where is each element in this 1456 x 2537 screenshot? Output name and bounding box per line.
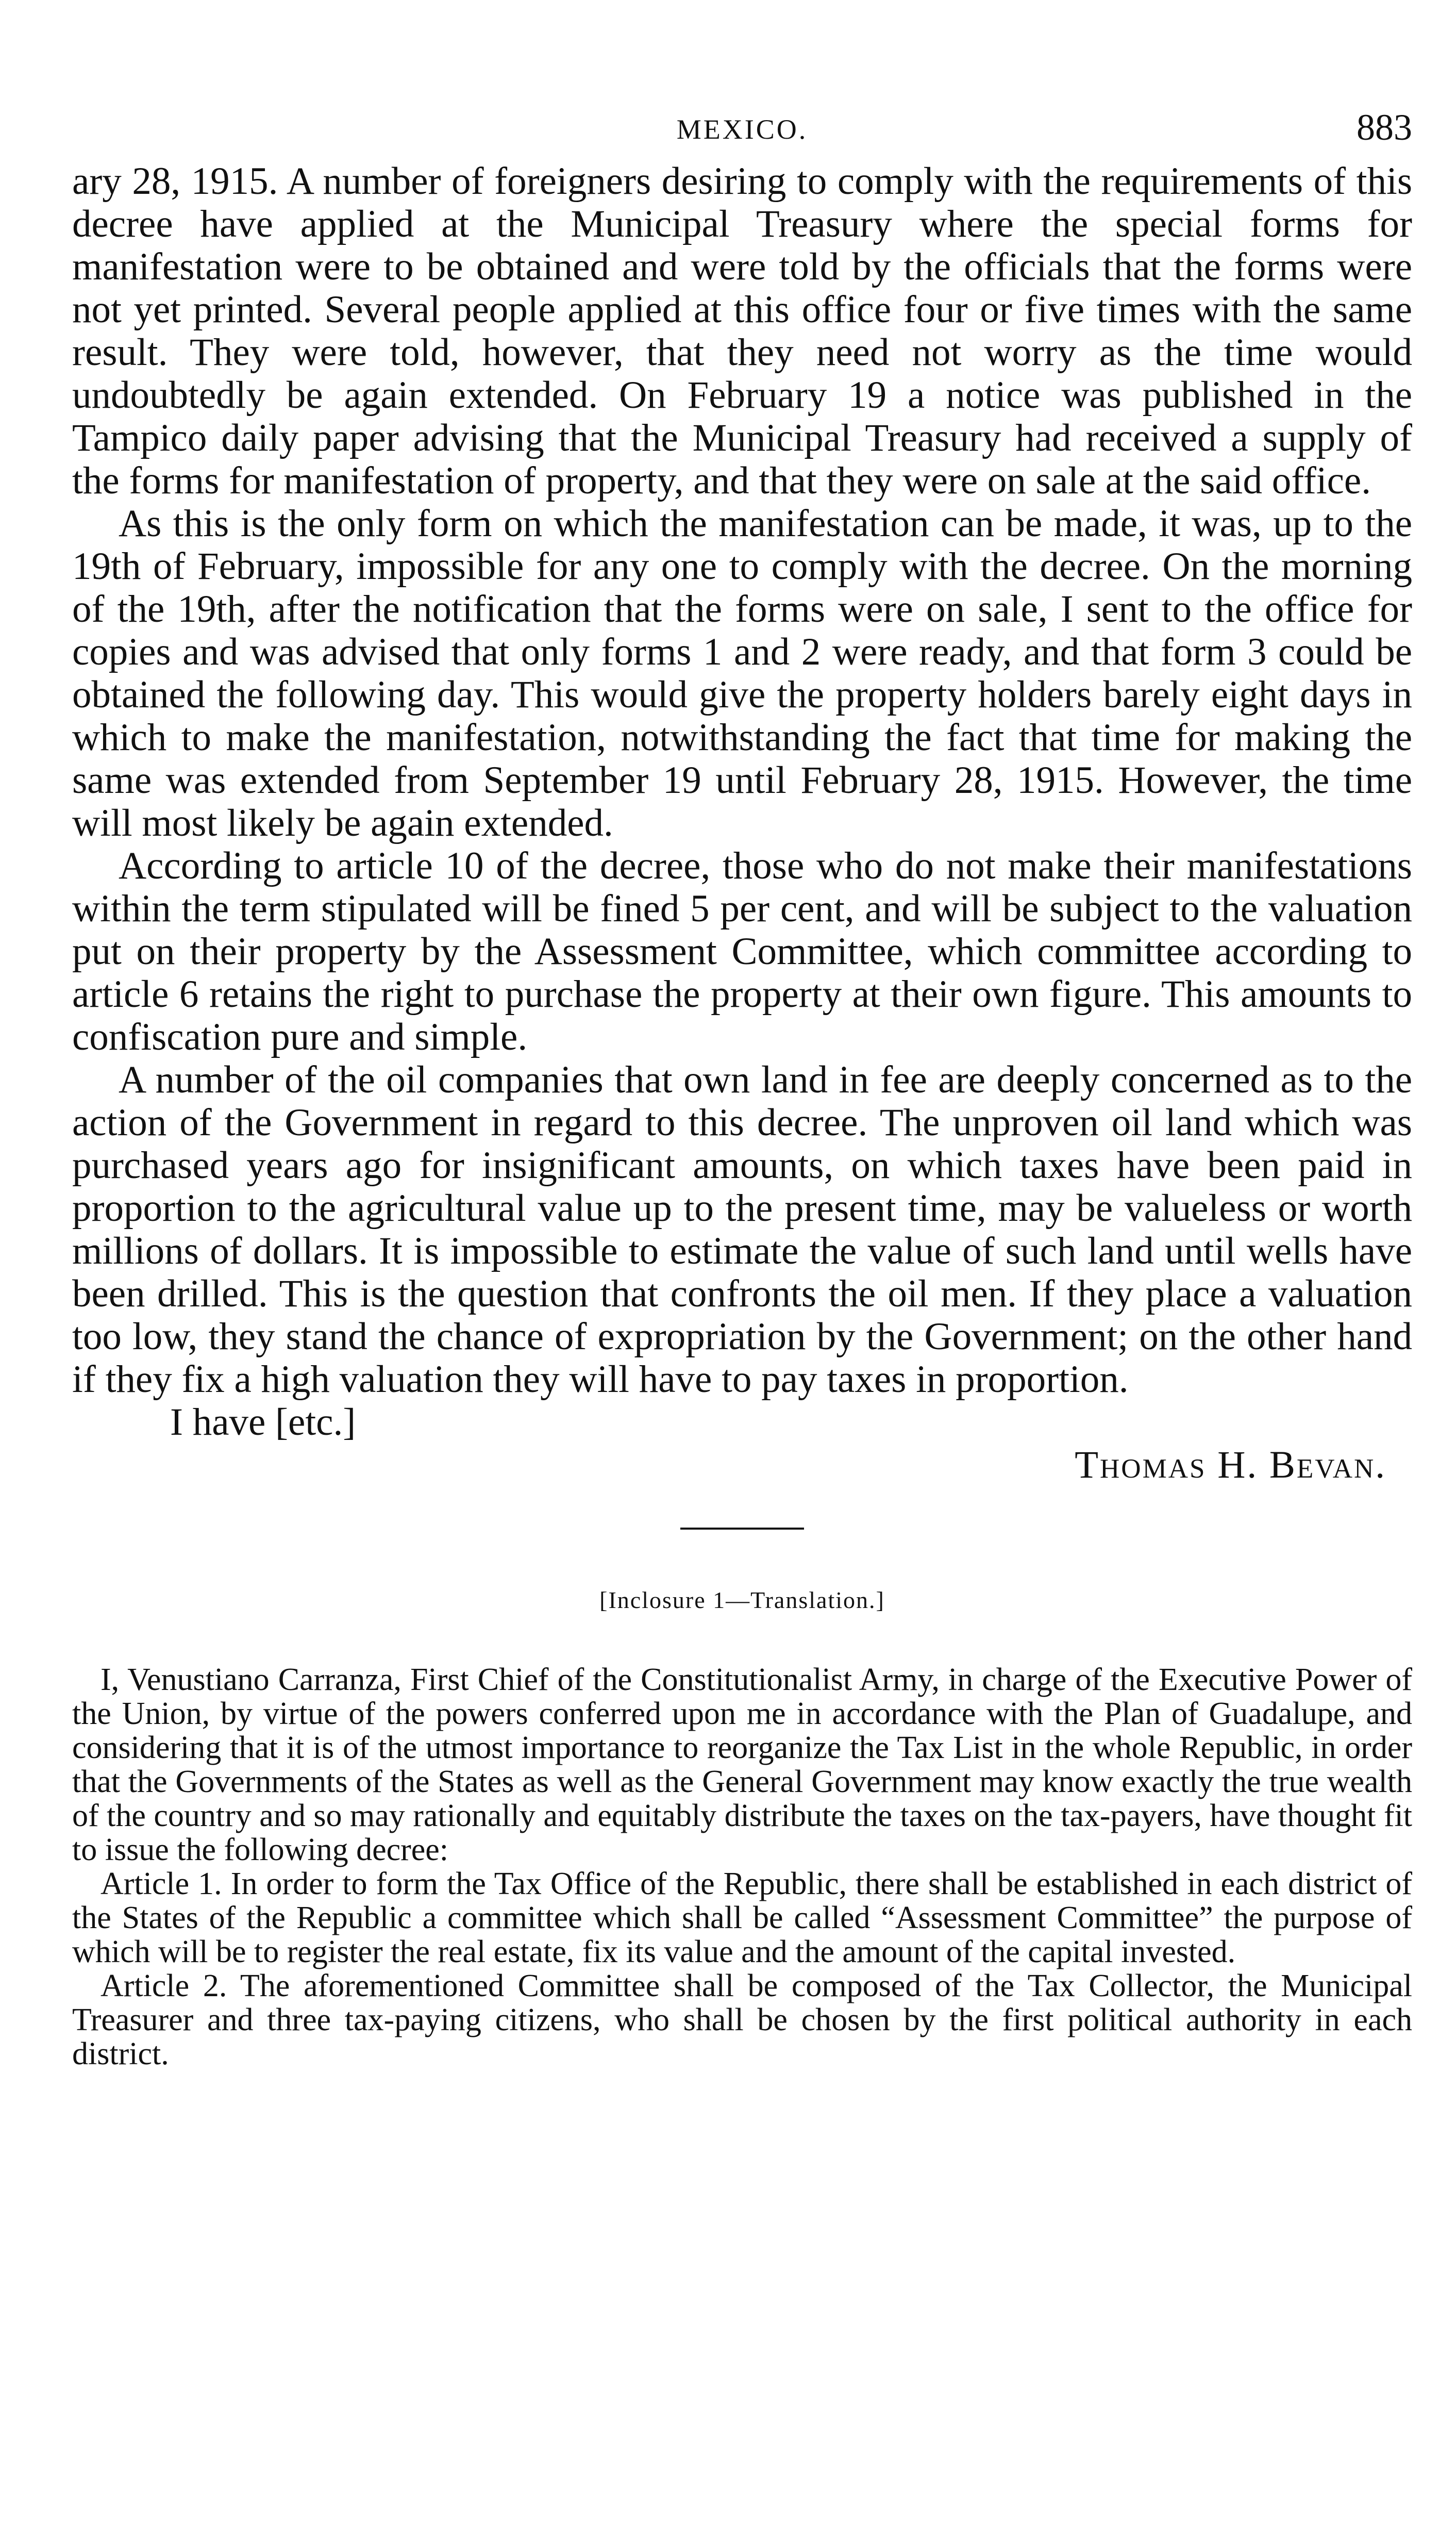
decree-paragraph: I, Venustiano Carranza, First Chief of the Constitutionalist Army, in charge of the Executive Power of the Union, by virtue of the powers conferred upon me in accordance with the Plan of Guadalupe, and considering that it is of the utmost importance to reorganize the Tax List in the whole Republic, in order that the Governments of the States as well as the General Government may know exactly the true wealth of the country and so may rationally and equitably distribute the taxes on the tax-payers, have thought fit to issue the following decree: <box>72 1662 1412 1867</box>
page-number: 883 <box>1357 107 1412 148</box>
decree-article: Article 1. In order to form the Tax Office of the Republic, there shall be established in each district of the States of the Republic a committee which shall be called “Assessment Committee” the purpose of which will be to register the real estate, fix its value and the amount of the capital invested. <box>72 1866 1412 1969</box>
inclosure-heading: [Inclosure 1—Translation.] <box>599 1587 885 1613</box>
decree-text <box>72 1663 1412 2071</box>
document-page <box>72 103 1412 2071</box>
paragraph: As this is the only form on which the manifestation can be made, it was, up to the 19th of February, impossible for any one to comply with the decree. On the morning of the 19th, after the notification that the forms were on sale, I sent to the office for copies and was advised that only forms 1 and 2 were ready, and that form 3 could be obtained the following day. This would give the property holders barely eight days in which to make the manifestation, notwithstanding the fact that time for making the same was extended from September 19 until February 28, 1915. However, the time will most likely be again extended. <box>72 502 1412 844</box>
running-head: MEXICO. <box>676 114 808 145</box>
letter-body <box>72 160 1412 1401</box>
paragraph: A number of the oil companies that own land in fee are deeply concerned as to the action of the Government in regard to this decree. The unproven oil land which was purchased years ago for insignificant amounts, on which taxes have been paid in proportion to the agricultural value up to the present time, may be valueless or worth millions of dollars. It is impossible to estimate the value of such land until wells have been drilled. This is the question that confronts the oil men. If they place a valuation too low, they stand the chance of expropriation by the Government; on the other hand if they fix a high valuation they will have to pay taxes in proportion. <box>72 1058 1412 1401</box>
decree-article: Article 2. The aforementioned Committee shall be composed of the Tax Collector, the Municipal Treasurer and three tax-paying citizens, who shall be chosen by the first political authority in each district. <box>72 1968 1412 2071</box>
letter-closing: I have [etc.] <box>170 1401 356 1444</box>
section-divider <box>680 1528 804 1530</box>
signature: Thomas H. Bevan. <box>1075 1444 1386 1486</box>
paragraph: According to article 10 of the decree, those who do not make their manifestations within the term stipulated will be fined 5 per cent, and will be subject to the valuation put on their property by the Assessment Committee, which committee according to article 6 retains the right to purchase the property at their own figure. This amounts to confiscation pure and simple. <box>72 844 1412 1058</box>
page-header <box>72 103 1412 160</box>
paragraph: ary 28, 1915. A number of foreigners desiring to comply with the requirements of this decree have applied at the Municipal Treasury where the special forms for manifestation were to be obtained and were told by the officials that the forms were not yet printed. Several people applied at this office four or five times with the same result. They were told, however, that they need not worry as the time would undoubtedly be again extended. On February 19 a notice was published in the Tampico daily paper advising that the Municipal Treasury had received a supply of the forms for manifestation of property, and that they were on sale at the said office. <box>72 160 1412 502</box>
